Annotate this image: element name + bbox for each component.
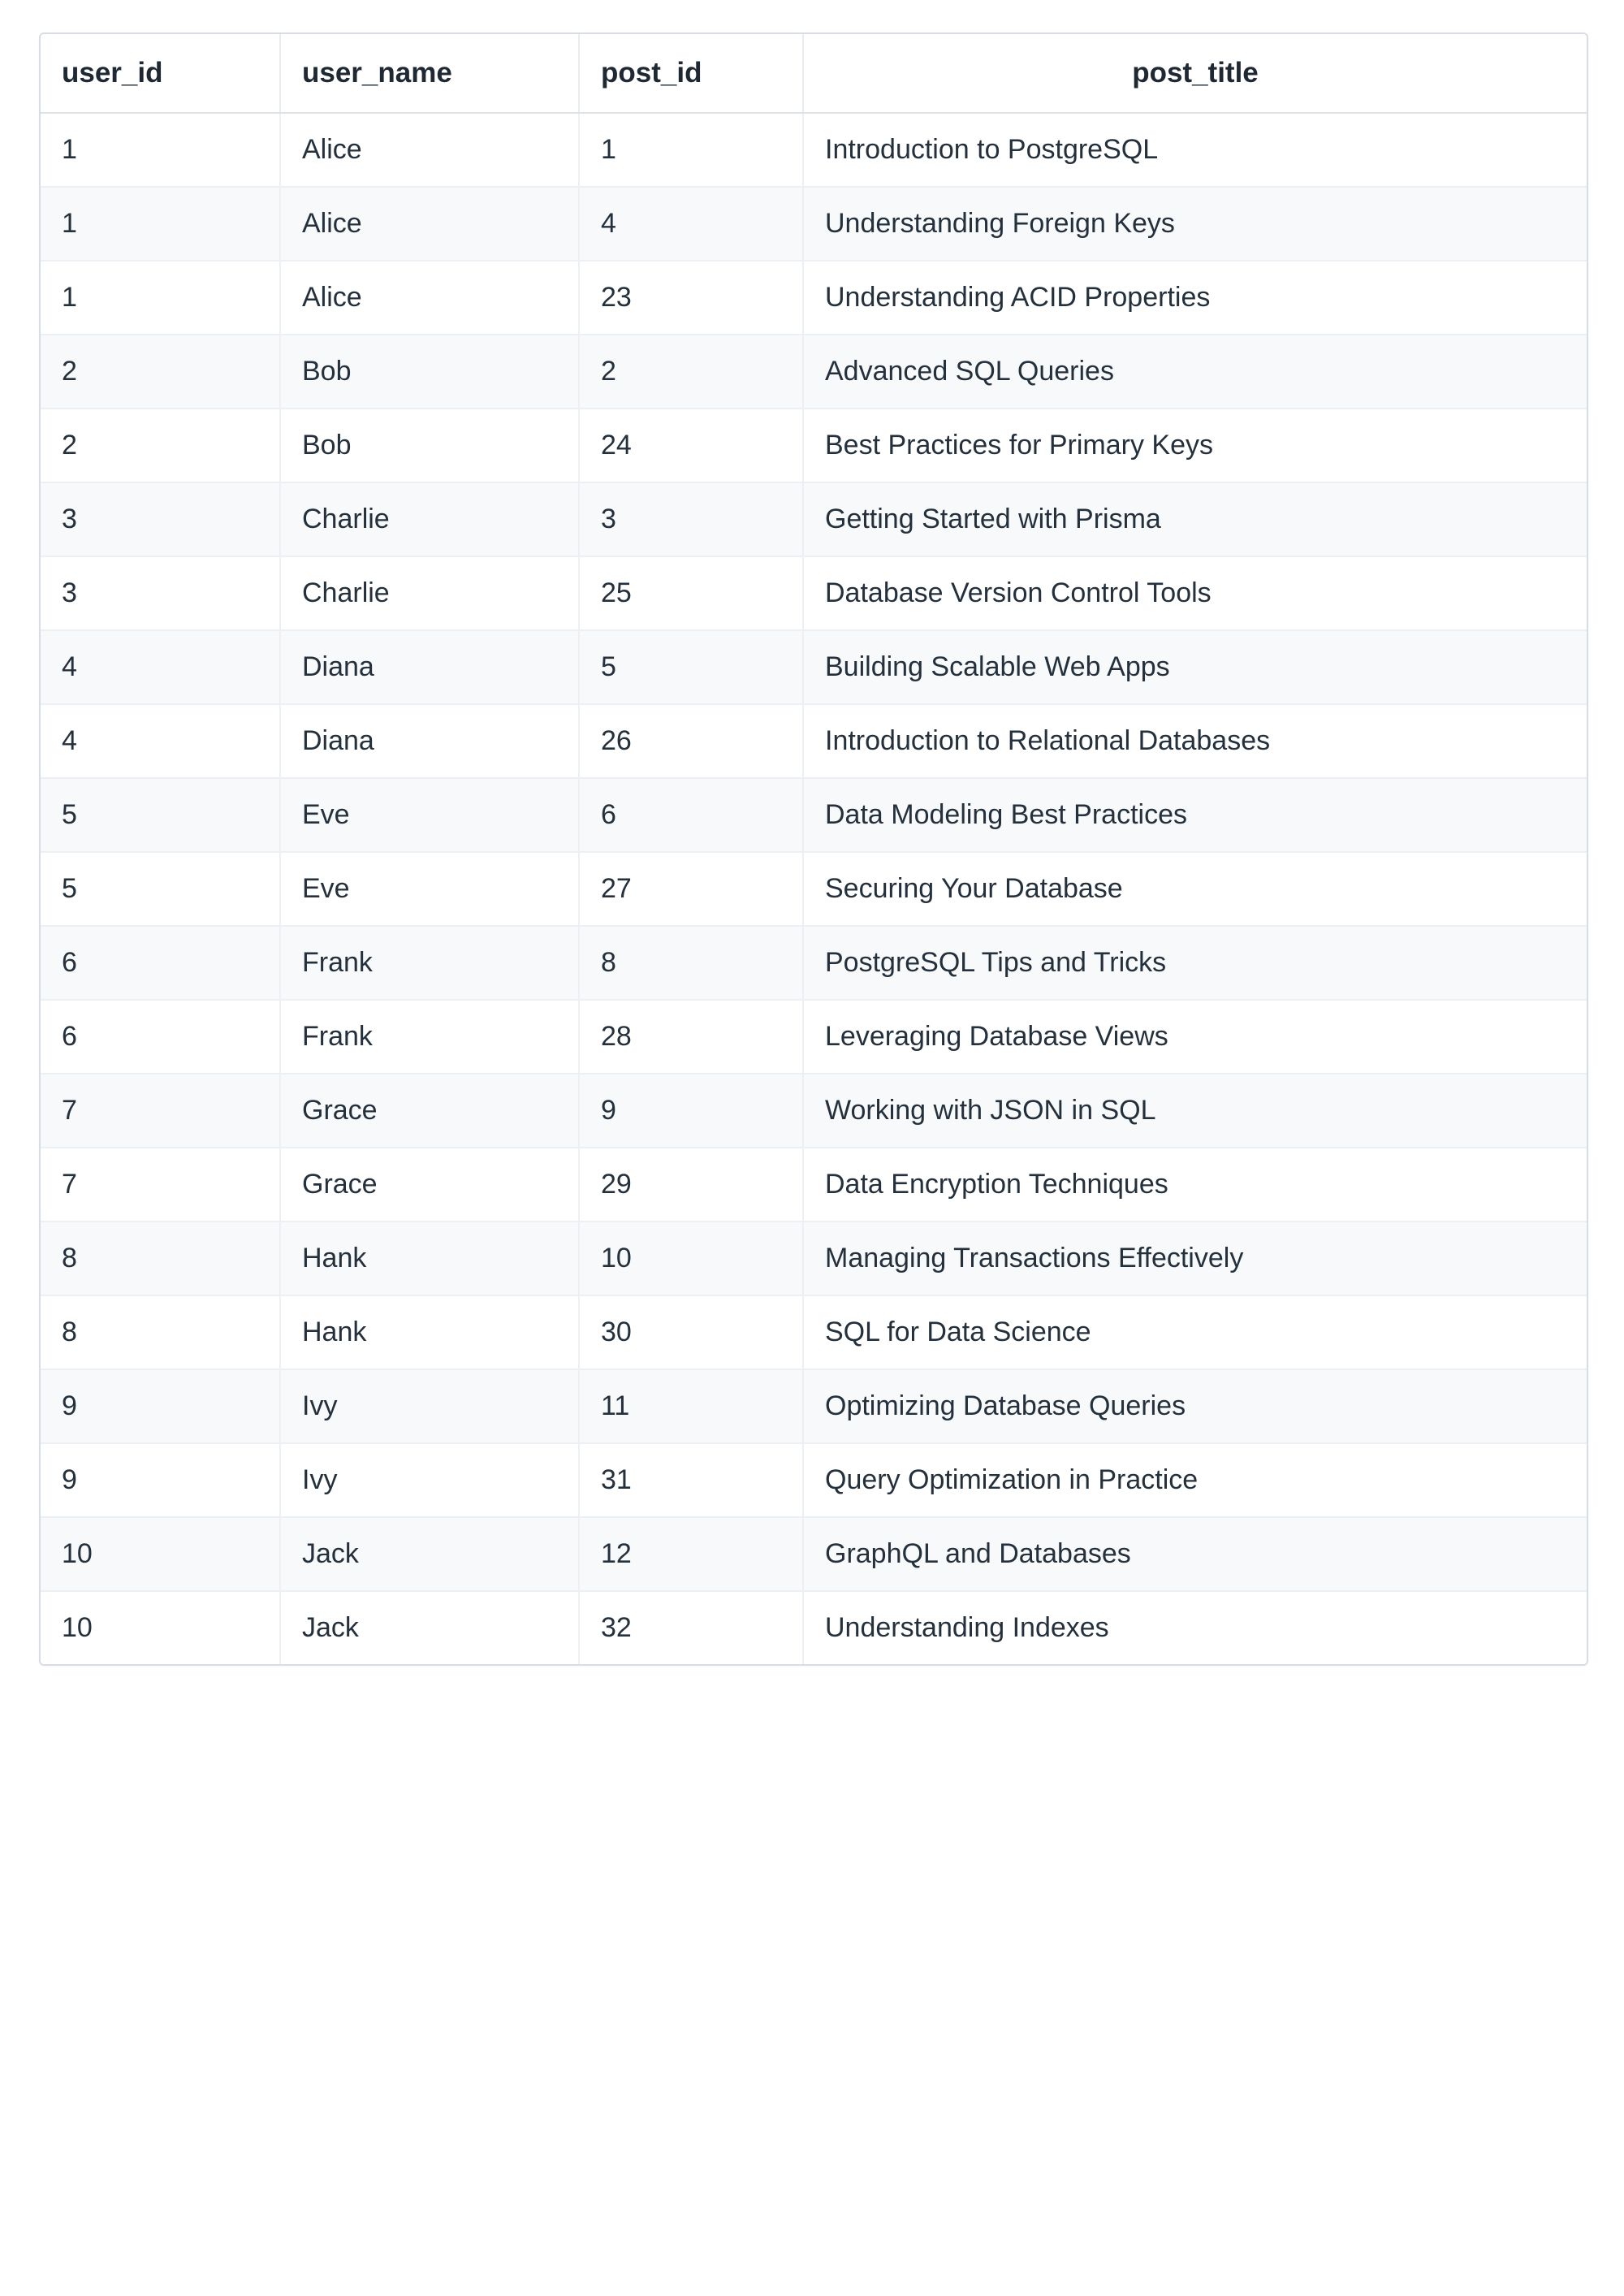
cell-user_id: 8 <box>41 1222 280 1295</box>
cell-user_name: Frank <box>280 926 579 1000</box>
cell-user_name: Ivy <box>280 1443 579 1517</box>
table-row <box>41 1591 1587 1664</box>
table-row <box>41 1074 1587 1148</box>
column-header-post_title[interactable]: post_title <box>803 34 1587 113</box>
cell-user_name: Diana <box>280 704 579 778</box>
table-row <box>41 409 1587 482</box>
cell-post_title: Data Modeling Best Practices <box>803 778 1587 852</box>
table-row <box>41 261 1587 335</box>
table-row <box>41 926 1587 1000</box>
cell-post_id: 31 <box>579 1443 803 1517</box>
cell-user_id: 10 <box>41 1591 280 1664</box>
cell-user_id: 4 <box>41 630 280 704</box>
cell-user_id: 3 <box>41 556 280 630</box>
cell-user_name: Bob <box>280 409 579 482</box>
cell-user_name: Eve <box>280 852 579 926</box>
cell-post_title: Building Scalable Web Apps <box>803 630 1587 704</box>
cell-post_id: 8 <box>579 926 803 1000</box>
cell-post_id: 11 <box>579 1369 803 1443</box>
table-row <box>41 704 1587 778</box>
table-row <box>41 335 1587 409</box>
cell-post_title: Best Practices for Primary Keys <box>803 409 1587 482</box>
cell-post_title: PostgreSQL Tips and Tricks <box>803 926 1587 1000</box>
cell-user_id: 1 <box>41 261 280 335</box>
cell-user_name: Diana <box>280 630 579 704</box>
column-header-user_id[interactable]: user_id <box>41 34 280 113</box>
cell-user_name: Grace <box>280 1074 579 1148</box>
cell-post_id: 30 <box>579 1295 803 1369</box>
table-row <box>41 1517 1587 1591</box>
cell-user_id: 5 <box>41 852 280 926</box>
cell-post_title: Introduction to PostgreSQL <box>803 113 1587 187</box>
table-row <box>41 482 1587 556</box>
cell-user_id: 9 <box>41 1369 280 1443</box>
cell-post_id: 29 <box>579 1148 803 1222</box>
table-row <box>41 1295 1587 1369</box>
cell-user_id: 2 <box>41 409 280 482</box>
table-row <box>41 187 1587 261</box>
cell-user_name: Bob <box>280 335 579 409</box>
table-header <box>41 34 1587 113</box>
table-row <box>41 556 1587 630</box>
cell-user_id: 5 <box>41 778 280 852</box>
cell-user_id: 1 <box>41 187 280 261</box>
cell-post_title: Advanced SQL Queries <box>803 335 1587 409</box>
query-result-table-container <box>39 32 1588 1666</box>
cell-user_id: 1 <box>41 113 280 187</box>
cell-user_name: Jack <box>280 1517 579 1591</box>
cell-post_title: Managing Transactions Effectively <box>803 1222 1587 1295</box>
cell-post_title: Leveraging Database Views <box>803 1000 1587 1074</box>
cell-user_name: Alice <box>280 261 579 335</box>
cell-user_name: Charlie <box>280 482 579 556</box>
cell-user_id: 10 <box>41 1517 280 1591</box>
cell-post_id: 10 <box>579 1222 803 1295</box>
cell-user_name: Jack <box>280 1591 579 1664</box>
cell-post_title: Optimizing Database Queries <box>803 1369 1587 1443</box>
cell-post_title: Database Version Control Tools <box>803 556 1587 630</box>
cell-post_title: Working with JSON in SQL <box>803 1074 1587 1148</box>
cell-post_title: Understanding ACID Properties <box>803 261 1587 335</box>
cell-post_id: 1 <box>579 113 803 187</box>
table-row <box>41 113 1587 187</box>
cell-post_id: 2 <box>579 335 803 409</box>
cell-post_title: Understanding Indexes <box>825 1612 1109 1643</box>
cell-user_id: 6 <box>41 926 280 1000</box>
table-row <box>41 1000 1587 1074</box>
cell-post_id: 26 <box>579 704 803 778</box>
table-row <box>41 1369 1587 1443</box>
cell-post_title: Query Optimization in Practice <box>803 1443 1587 1517</box>
column-header-post_id[interactable]: post_id <box>579 34 803 113</box>
table-body <box>41 113 1587 1664</box>
cell-user_name: Eve <box>280 778 579 852</box>
cell-post_id: 32 <box>579 1591 803 1664</box>
cell-user_id: 3 <box>41 482 280 556</box>
cell-user_id: 4 <box>41 704 280 778</box>
cell-post_id: 24 <box>579 409 803 482</box>
cell-user_id: 9 <box>41 1443 280 1517</box>
cell-user_name: Grace <box>280 1148 579 1222</box>
cell-user_name: Hank <box>280 1295 579 1369</box>
cell-user_id: 6 <box>41 1000 280 1074</box>
cell-post_id: 28 <box>579 1000 803 1074</box>
table-row <box>41 852 1587 926</box>
cell-post_id: 23 <box>579 261 803 335</box>
cell-user_id: 7 <box>41 1148 280 1222</box>
cell-post_id: 9 <box>579 1074 803 1148</box>
cell-user_id: 7 <box>41 1074 280 1148</box>
cell-user_id: 2 <box>41 335 280 409</box>
cell-post_title: GraphQL and Databases <box>803 1517 1587 1591</box>
cell-user_name: Alice <box>280 187 579 261</box>
cell-user_name: Charlie <box>280 556 579 630</box>
table-row <box>41 1443 1587 1517</box>
cell-user_name: Alice <box>280 113 579 187</box>
table-row <box>41 1148 1587 1222</box>
query-result-table <box>41 34 1587 1664</box>
cell-post_id: 4 <box>579 187 803 261</box>
table-row <box>41 630 1587 704</box>
cell-post_id: 27 <box>579 852 803 926</box>
table-header-row <box>41 34 1587 113</box>
cell-post_title: Securing Your Database <box>803 852 1587 926</box>
cell-post_title: Data Encryption Techniques <box>803 1148 1587 1222</box>
cell-user_name: Hank <box>280 1222 579 1295</box>
table-row <box>41 1222 1587 1295</box>
table-row <box>41 778 1587 852</box>
cell-user_name: Ivy <box>280 1369 579 1443</box>
cell-post_id: 6 <box>579 778 803 852</box>
cell-user_id: 8 <box>41 1295 280 1369</box>
column-header-user_name[interactable]: user_name <box>280 34 579 113</box>
cell-post_id: 12 <box>579 1517 803 1591</box>
cell-post_id: 25 <box>579 556 803 630</box>
cell-post_title: Understanding Foreign Keys <box>803 187 1587 261</box>
cell-post_title: Introduction to Relational Databases <box>803 704 1587 778</box>
cell-post_title: Getting Started with Prisma <box>803 482 1587 556</box>
cell-user_name: Frank <box>280 1000 579 1074</box>
cell-post_id: 3 <box>579 482 803 556</box>
cell-post_id: 5 <box>579 630 803 704</box>
cell-post_title: SQL for Data Science <box>803 1295 1587 1369</box>
